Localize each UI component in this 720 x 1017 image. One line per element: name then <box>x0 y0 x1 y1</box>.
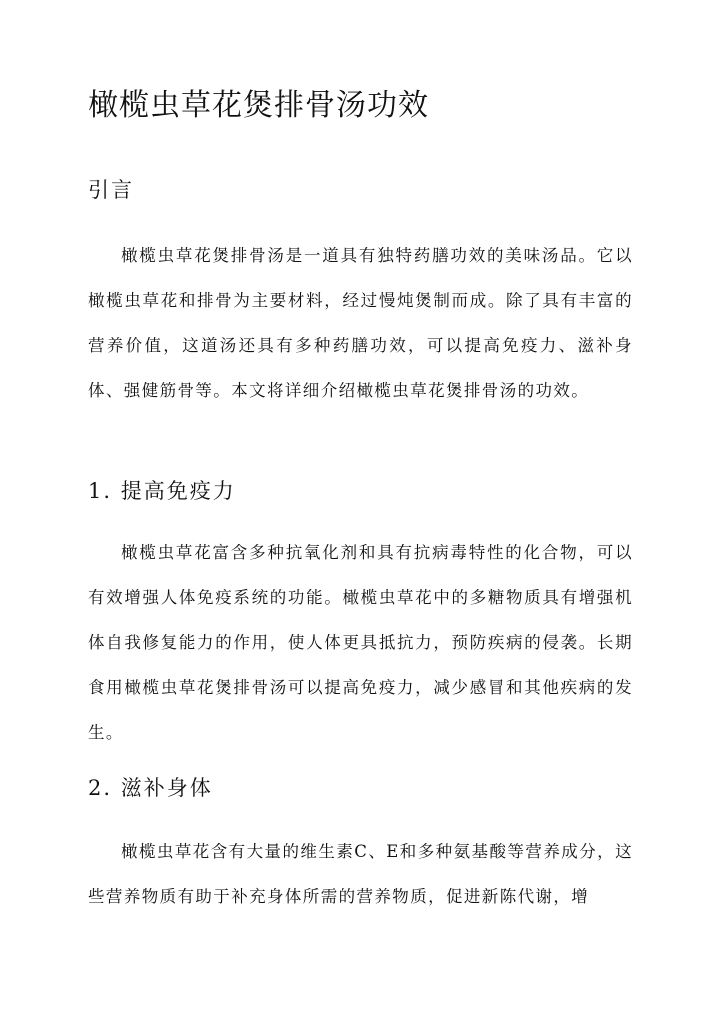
section-heading-immunity: 1. 提高免疫力 <box>88 479 236 503</box>
section-body-immunity: 橄榄虫草花富含多种抗氧化剂和具有抗病毒特性的化合物，可以有效增强人体免疫系统的功能。橄榄虫草花中的多糖物质具有增强机体自我修复能力的作用，使人体更具抵抗力，预防疾病的侵袭。长期食用橄榄虫草花煲排骨汤可以提高免疫力，减少感冒和其他疾病的发生。 <box>88 543 633 742</box>
section-body-nourish: 橄榄虫草花含有大量的维生素C、E和多种氨基酸等营养成分，这些营养物质有助于补充身体所需的营养物质，促进新陈代谢，增 <box>88 842 633 906</box>
section-heading-nourish: 2. 滋补身体 <box>88 776 213 800</box>
section-heading-intro: 引言 <box>88 178 134 202</box>
document-title: 橄榄虫草花煲排骨汤功效 <box>88 88 429 123</box>
section-body-intro: 橄榄虫草花煲排骨汤是一道具有独特药膳功效的美味汤品。它以橄榄虫草花和排骨为主要材料，经过慢炖煲制而成。除了具有丰富的营养价值，这道汤还具有多种药膳功效，可以提高免疫力、滋补身体、强健筋骨等。本文将详细介绍橄榄虫草花煲排骨汤的功效。 <box>88 246 633 400</box>
